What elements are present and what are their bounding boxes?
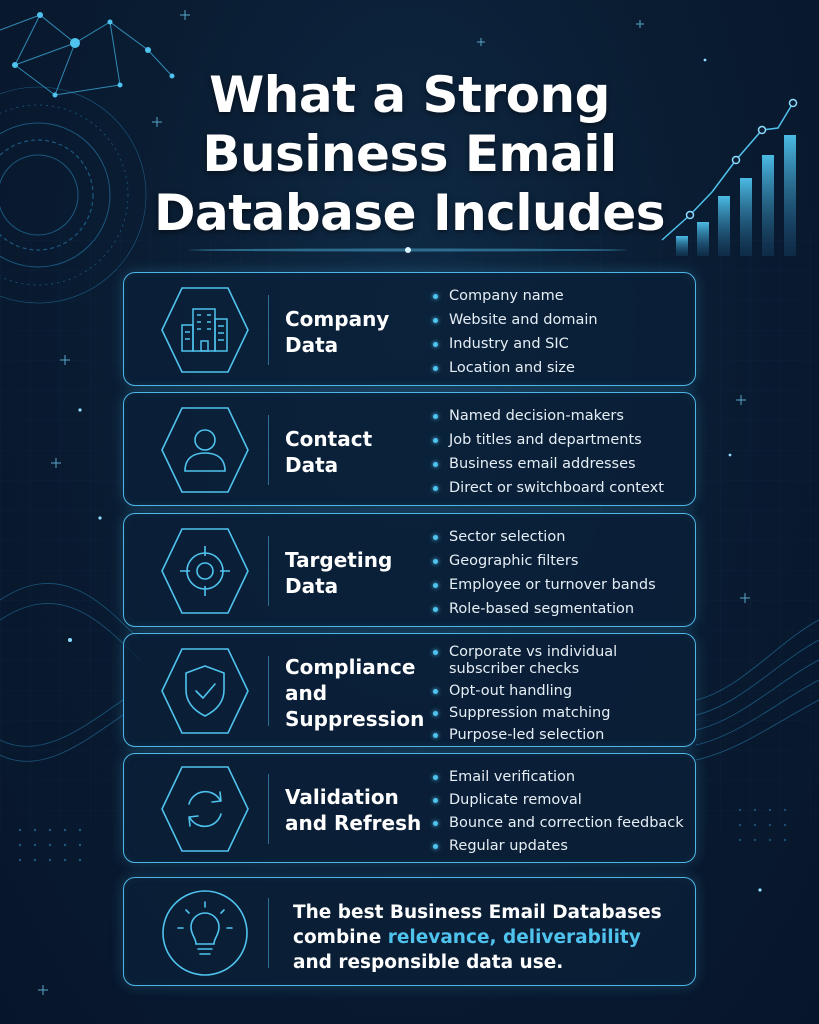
- section-list: [432, 529, 692, 625]
- section-title: Targeting Data: [285, 548, 393, 598]
- list-item: Location and size: [432, 360, 692, 377]
- lightbulb-icon: [160, 888, 250, 978]
- list-item: Purpose-led selection: [432, 727, 692, 744]
- list-item: Email verification: [432, 769, 692, 786]
- section-title: Company Data: [285, 307, 390, 357]
- list-item: Bounce and correction feedback: [432, 815, 692, 832]
- list-item: Corporate vs individual subscriber checks: [432, 644, 632, 678]
- list-item: Employee or turnover bands: [432, 577, 692, 594]
- summary-card: [123, 877, 696, 986]
- section-title: Contact Data: [285, 427, 373, 477]
- summary-highlight: relevance, deliverability: [387, 927, 641, 948]
- shield-check-icon: [160, 646, 250, 736]
- section-title: Compliance and Suppression: [285, 655, 425, 731]
- refresh-icon: [160, 764, 250, 854]
- list-item: Suppression matching: [432, 705, 692, 722]
- list-item: Industry and SIC: [432, 336, 692, 353]
- list-item: Sector selection: [432, 529, 692, 546]
- list-item: Opt-out handling: [432, 683, 692, 700]
- list-item: Company name: [432, 288, 692, 305]
- list-item: Regular updates: [432, 838, 692, 855]
- building-icon: [160, 285, 250, 375]
- page-title-line-2: Business Email: [202, 125, 617, 183]
- list-item: Job titles and departments: [432, 432, 692, 449]
- section-validation-refresh: [123, 753, 696, 863]
- section-compliance-suppression: [123, 633, 696, 747]
- page-title-line-3: Database Includes: [153, 184, 666, 242]
- list-item: Named decision-makers: [432, 408, 692, 425]
- list-item: Business email addresses: [432, 456, 692, 473]
- list-item: Direct or switchboard context: [432, 480, 692, 497]
- section-company-data: [123, 272, 696, 386]
- section-contact-data: [123, 392, 696, 506]
- person-icon: [160, 405, 250, 495]
- page-title-line-1: What a Strong: [209, 66, 610, 124]
- section-list: [432, 408, 692, 504]
- summary-text: The best Business Email Databases combine relevance, deliverability and responsible data use.: [293, 902, 662, 973]
- section-list: [432, 644, 692, 749]
- list-item: Role-based segmentation: [432, 601, 692, 618]
- section-title: Validation and Refresh: [285, 785, 422, 835]
- section-list: [432, 769, 692, 861]
- list-item: Website and domain: [432, 312, 692, 329]
- section-list: [432, 288, 692, 384]
- list-item: Geographic filters: [432, 553, 692, 570]
- list-item: Duplicate removal: [432, 792, 692, 809]
- target-icon: [160, 526, 250, 616]
- section-targeting-data: [123, 513, 696, 627]
